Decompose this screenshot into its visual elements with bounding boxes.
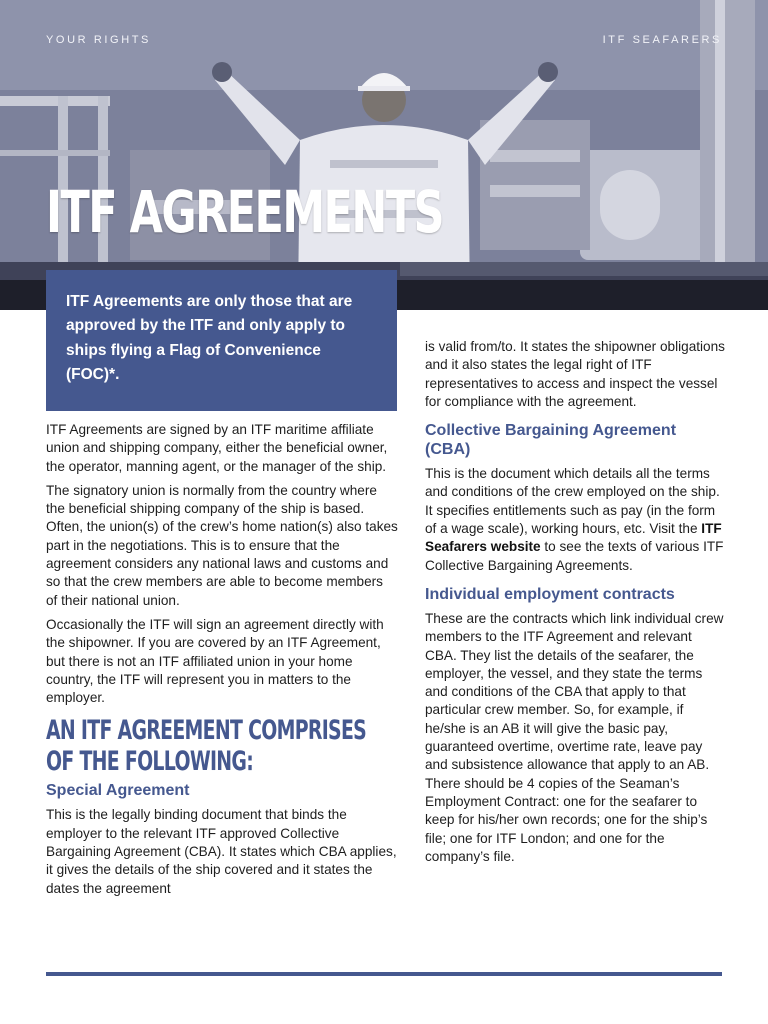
hero-banner bbox=[0, 0, 768, 310]
heading-special-agreement: Special Agreement bbox=[46, 782, 190, 800]
intro-callout-text: ITF Agreements are only those that are approved by the ITF and only apply to ships flying a Flag of Convenience (FOC)*. bbox=[66, 293, 353, 383]
section-heading-comprises: AN ITF AGREEMENT COMPRISES OF THE FOLLOWING: bbox=[46, 715, 367, 778]
left-column bbox=[46, 421, 398, 904]
cba-text-end: to see the texts of various ITF Collective Bargaining Agreements. bbox=[425, 539, 724, 573]
heading-individual-contracts: Individual employment contracts bbox=[425, 585, 675, 603]
section-label-itf-seafarers: ITF SEAFARERS bbox=[602, 34, 722, 46]
paragraph-signatory-union: The signatory union is normally from the country where the beneficial shipping company of the ship is based. Often, the union(s) of the crew’s home nation(s) also takes part in the negotiations. This is to ensure that the agreement considers any national laws and customs and so that the crew members are able to become members of their national union. bbox=[46, 482, 398, 608]
intro-callout-box bbox=[46, 270, 397, 411]
section-label-your-rights: YOUR RIGHTS bbox=[46, 34, 151, 46]
paragraph-cba bbox=[425, 465, 725, 575]
cba-text-start: This is the document which details all the terms and conditions of the crew employed on the ship. It specifies entitlements such as pay (in the form of a wage scale), working hours, etc. Visit the bbox=[425, 466, 720, 537]
bottom-divider bbox=[46, 972, 722, 976]
paragraph-signatories: ITF Agreements are signed by an ITF maritime affiliate union and shipping company, either the beneficial owner, the operator, manning agent, or the manager of the ship. bbox=[46, 422, 388, 474]
itf-seafarers-website-link[interactable]: ITF Seafarers website bbox=[425, 521, 722, 555]
heading-cba: Collective Bargaining Agreement (CBA) bbox=[425, 422, 677, 459]
paragraph-direct-agreement: Occasionally the ITF will sign an agreement directly with the shipowner. If you are covered by an ITF Agreement, but there is not an ITF affiliated union in your home country, the ITF will represent you in matters to the employer. bbox=[46, 616, 384, 706]
right-column bbox=[425, 338, 725, 872]
paragraph-individual-contracts: These are the contracts which link individual crew members to the ITF Agreement and relevant CBA. They list the details of the seafarer, the employer, the vessel, and they state the terms and conditions of the CBA that apply to that particular crew member. So, for example, if he/she is an AB it will give the basic pay, guaranteed overtime, overtime rate, leave pay and subsistence allowance that apply to an AB. There should be 4 copies of the Seaman’s Employment Contract: one for the seafarer to keep for his/her own records; one for the ship’s file; one for ITF London; and one for the company’s file. bbox=[425, 610, 724, 864]
paragraph-special-agreement: This is the legally binding document that binds the employer to the relevant ITF approved Collective Bargaining Agreement (CBA). It states which CBA applies, it gives the details of the ship covered and it states the dates the agreement bbox=[46, 807, 397, 896]
page-title: ITF AGREEMENTS bbox=[46, 178, 444, 246]
paragraph-special-agreement-continued: is valid from/to. It states the shipowner obligations and it also states the legal right of ITF representatives to access and inspect the vessel for compliance with the agreement. bbox=[425, 339, 725, 409]
hero-photo-seafarer bbox=[0, 0, 768, 310]
